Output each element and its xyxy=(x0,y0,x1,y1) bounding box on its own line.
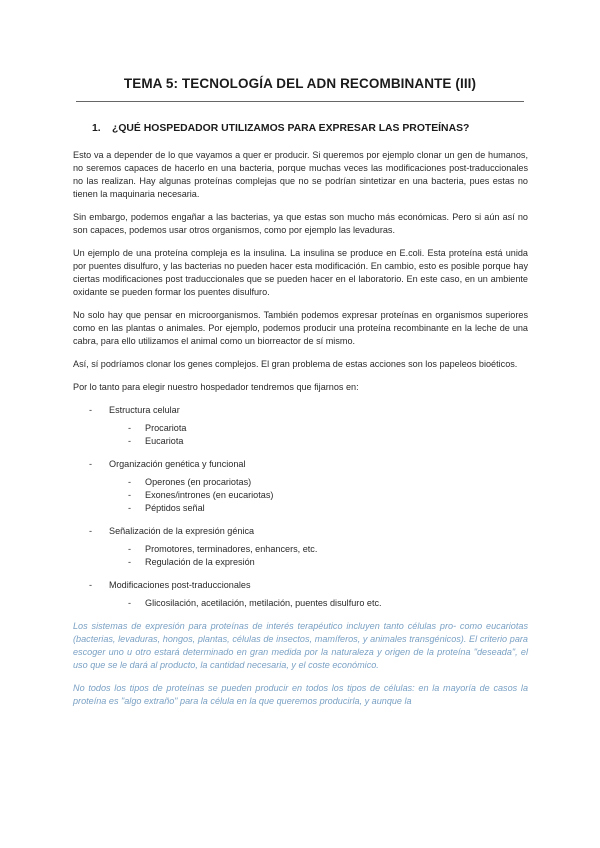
list-item-label: Modificaciones post-traduccionales xyxy=(109,580,251,590)
paragraph: Por lo tanto para elegir nuestro hospedador tendremos que fijarnos en: xyxy=(73,382,359,392)
sub-list-item: - Procariota xyxy=(128,423,187,433)
sub-list-item: - Glicosilación, acetilación, metilación, puentes disulfuro etc. xyxy=(128,598,382,608)
paragraph: Sin embargo, podemos engañar a las bacterias, ya que estas son mucho más económicas. Pero si aún así no son capaces, podemos usar otros organismos, como por ejemplo las levaduras. xyxy=(73,212,528,235)
sub-list-item: - Regulación de la expresión xyxy=(128,557,255,567)
paragraph: Un ejemplo de una proteína compleja es la insulina. La insulina se produce en E.coli. Esta proteína está unida por puentes disulfuro, y las bacterias no pueden hacer esta modificación. En cambio, esto es posible porque hay ciertas modificaciones post traduccionales que se pueden hacer en el laboratorio. En este caso, en un ambiente oxidante se pueden formar los puentes disulfuro. xyxy=(73,248,528,297)
sub-list xyxy=(109,597,528,610)
list-item: - Modificaciones post-traduccionales - Glicosilación, acetilación, metilación, puentes disulfuro etc. xyxy=(73,579,528,610)
paragraph: Esto va a depender de lo que vayamos a quer er producir. Si queremos por ejemplo clonar un gen de humanos, no seremos capaces de hacerlo en una bacteria, porque muchas veces las modificaciones post-traduccionales no las realizan. Hay algunas proteínas complejas que no se podrían sintetizar en una bacteria, pues estas no tienen la maquinaria necesaria. xyxy=(73,150,528,199)
page-title: TEMA 5: TECNOLOGÍA DEL ADN RECOMBINANTE (III) xyxy=(123,76,477,91)
title-divider xyxy=(76,101,524,102)
section-heading xyxy=(92,123,469,134)
paragraph: No solo hay que pensar en microorganismos. También podemos expresar proteínas en organismos superiores como en las plantas o animales. Por ejemplo, podemos producir una proteína recombinante en la leche de una cabra, para ello utilizamos el animal como un biorreactor de sí mismo. xyxy=(73,310,528,346)
list-item-label: Estructura celular xyxy=(109,405,180,415)
sub-list xyxy=(109,476,528,515)
sub-list xyxy=(109,543,528,569)
sub-list-item: - Eucariota xyxy=(128,436,184,446)
document-body xyxy=(73,149,528,718)
sub-list-item: - Operones (en procariotas) xyxy=(128,477,252,487)
section-heading-text: ¿QUÉ HOSPEDADOR UTILIZAMOS PARA EXPRESAR LAS PROTEÍNAS? xyxy=(112,123,470,134)
sub-list xyxy=(109,422,528,448)
sub-list-item: - Promotores, terminadores, enhancers, etc. xyxy=(128,544,318,554)
sub-list-item: - Péptidos señal xyxy=(128,503,205,513)
criteria-list xyxy=(73,404,528,610)
list-item: - Estructura celular - Procariota - Eucariota xyxy=(73,404,528,448)
sub-list-item: - Exones/intrones (en eucariotas) xyxy=(128,490,274,500)
paragraph: Así, sí podríamos clonar los genes complejos. El gran problema de estas acciones son los papeleos bioéticos. xyxy=(73,359,518,369)
italic-paragraph: No todos los tipos de proteínas se pueden producir en todos los tipos de células: en la mayoría de casos la proteína es "algo extraño" para la célula en la que queremos producirla, y aunque la xyxy=(73,683,528,706)
italic-paragraph: Los sistemas de expresión para proteínas de interés terapéutico incluyen tanto células pro- como eucariotas (bacterias, levaduras, hongos, plantas, células de insectos, mamíferos, y animales transgénicos). El criterio para escoger uno u otro estará determinado en gran medida por la naturaleza y origen de la proteína "deseada", el uso que se le dará al producto, la cantidad necesaria, y el coste económico. xyxy=(73,621,528,670)
list-item: - Señalización de la expresión génica - Promotores, terminadores, enhancers, etc. - Regulación de la expresión xyxy=(73,525,528,569)
list-item-label: Señalización de la expresión génica xyxy=(109,526,255,536)
list-item-label: Organización genética y funcional xyxy=(109,459,246,469)
section-number: 1. xyxy=(92,123,101,134)
list-item: - Organización genética y funcional - Operones (en procariotas) - Exones/intrones (en eucariotas) - Péptidos señal xyxy=(73,458,528,515)
